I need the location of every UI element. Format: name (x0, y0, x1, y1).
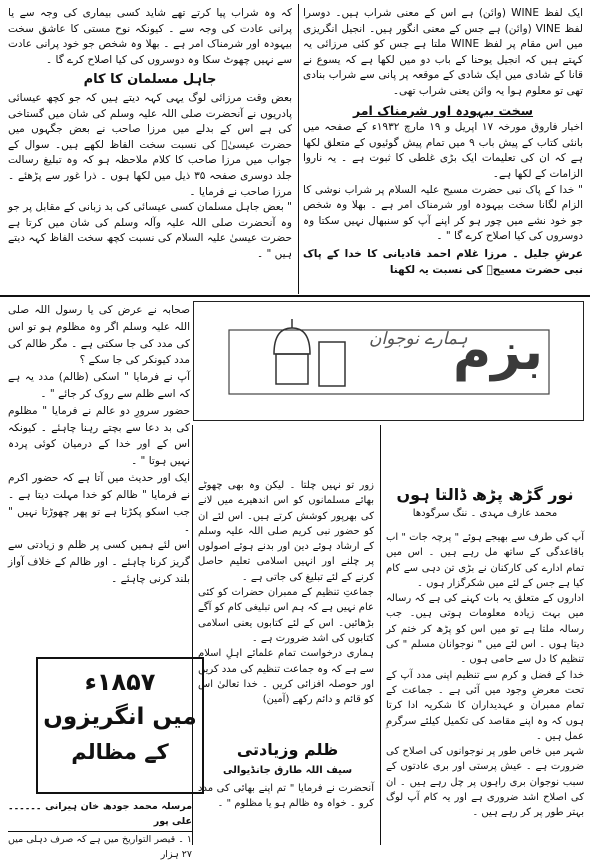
top-left-paragraph: " بعض جاہل مسلمان کسی عیسائی کی بد زبانی کے مقابل پر جو وہ آنحضرت صلی اللہ علیہ وآلہ وسلم کی شان میں کرتا ہے حضرت عیسیٰ علیہ السلام کی نسبت کچھ سخت الفاظ کہہ دیتے ہیں " ۔ (8, 201, 292, 260)
article1-body (386, 530, 584, 845)
top-left-paragraph: کہ وہ شراب پیا کرتے تھے شاید کسی بیماری کی وجہ سے یا پرانی عادت کی وجہ سے ۔ کیونکہ نوح مستی کا عاشق سخت بیہودہ اور شرمناک امر ہے ۔ بھلا وہ شخص جو خود پرانی عادت سے نہیں چھوٹ سکا وہ دوسروں کی کیا اصلاح کرے گا ۔ (8, 7, 292, 66)
title-line-2: کے مظالم (71, 740, 169, 764)
logo-box (193, 301, 584, 421)
top-column-divider (298, 4, 299, 294)
article1-paragraph: شہر میں خاص طور پر نوجوانوں کی اصلاح کی ضرورت ہے ۔ عیش پرستی اور بری عادتوں کے سبب نوجوان بری راہوں پر چل رہے ہیں ۔ ان کی اصلاح اشد ضروری ہے اور یہ کام آپ لوگ بہتر طور پر کر رہے ہیں ۔ (386, 746, 584, 819)
top-right-subhead: سخت بیہودہ اور شرمناک امر (352, 102, 534, 118)
mid-left-paragraph: اس لئے ہمیں کسی پر ظلم و زیادتی سے گریز کرنا چاہئے ۔ اور ظالم کے خلاف آواز بلند کرنی چاہئے ۔ (8, 539, 190, 585)
top-left-paragraph: بعض وقت مرزائی لوگ یہی کہہ دیتے ہیں کہ جو کچھ عیسائی پادریوں نے آنحضرت صلی اللہ علیہ وسلم کی شان میں گستاخی کی ہے اس کے بدلے میں مرزا صاحب نے بعض جگہوں میں حضرت عیسیٰؑ کی نسبت سخت الفاظ لکھے ہیں۔ سوال کے جواب میں مرزا صاحب کا کلام ملاحظہ ہو کہ وہ تبلیغ رسالت جلد دوسری صفحہ ۳۵ ذیل میں لکھا ہوں ۔ ذرا غور سے پڑھئے ۔ مرزا صاحب نے فرمایا ۔ (8, 91, 292, 198)
article1-paragraph: آپ کی طرف سے بھیجے ہوئے " پرچہ جات " اب باقاعدگی کے ساتھ مل رہے ہیں ۔ اس میں تمام ادارے کی کارکنان نے بڑی تن دہی سے کام کیا ہے جس کے لئے میں شکرگزار ہوں ۔ (386, 532, 584, 589)
logo-text-big: بزم (453, 322, 543, 382)
mid-left-column (8, 302, 190, 642)
right-column-divider (380, 425, 381, 845)
top-right-column (303, 6, 583, 292)
article1-paragraph: خدا کے فضل و کرم سے تنظیم اپنی مدد آپ کے تحت معرضِ وجود میں آئی ہے ۔ جماعت کے تمام ممبران و عہدیداران کا شکریہ ادا کرتا ہوں کہ وہ اپنے مقاصد کی تکمیل کیلئے سرگرمِ عمل ہیں ۔ (386, 669, 584, 742)
top-right-paragraph: اخبار فاروق مورخہ ۱۷ اپریل و ۱۹ مارچ ۱۹۳۲ء کے صفحہ میں بانئی کتاب کے پیش باب ۹ میں تمام پیش گوئیوں کے متعلق لکھا ہے کہ ان کی تعلیمات ایک بڑی غلطی کا ثبوت ہے ۔ یہ ناروا الزامات کے لکھا ہے۔ (303, 121, 583, 180)
mid-left-paragraph: ایک اور حدیث میں آتا ہے کہ حضور اکرم نے فرمایا " ظالم کو خدا مہلت دیتا ہے ۔ جب اسکو پکڑتا ہے تو پھر چھوڑتا نہیں " ۔ (8, 471, 190, 535)
mid-left-paragraph: صحابہ نے عرض کی یا رسول اللہ صلی اللہ علیہ وسلم اگر وہ مظلوم ہو تو اس کی مدد کی جا سکتی ہے ۔ مگر ظالم کی مدد کیونکر کی جا سکے ؟ (8, 304, 190, 367)
mid-left-paragraph: آپ نے فرمایا " اسکی (ظالم) مدد یہ ہے کہ اسے ظلم سے روک کر جائے " ۔ (8, 371, 190, 400)
center-paragraph: جماعتِ تنظیم کے ممبران حضرات کو کئی عام نہیں ہے کہ ہم اس تبلیغی کام کو آگے بڑھائیں۔ اس کے لئے کتابوں یعنی اسلامی کتابوں کی اشد ضرورت ہے ۔ (198, 587, 374, 644)
top-right-paragraph: ایک لفظ WINE (وائن) ہے اس کے معنی شراب ہیں۔ دوسرا لفظ VINE (وائن) ہے جس کے معنی انگور ہیں۔ انجیل انگریزی میں اس مقام پر لفظ WINE ملتا ہے جس کو کئی مرزائی یہ کہتے ہیں کہ انجیل یوحنا کے باب دو میں لکھا ہے کہ یسوع نے قانا کے شادی میں ایک شادی کے موقعہ پر پانی سے شراب بنادی تھی تو معلوم ہوا یہ وائن یعنی شراب تھی۔ (303, 7, 584, 97)
center-column (198, 478, 374, 730)
article2-body (198, 781, 374, 845)
top-right-paragraph: " خدا کے پاک نبی حضرت مسیح علیہ السلام پر شراب نوشی کا الزام لگانا سخت بیہودہ اور شرمناک امر ہے ۔ بھلا وہ شخص جو خود نشے میں چور ہو کر اپنے آپ کو سنبھال نہیں سکتا وہ دوسروں کی کیا اصلاح کرے گا " ۔ (303, 183, 583, 243)
mid-left-paragraph: حضور سرورِ دو عالم نے فرمایا " مظلوم کی بد دعا سے بچتے رہنا چاہئے ۔ کیونکہ اس کے اور خدا کے درمیان کوئی پردہ نہیں ہوتا " ۔ (8, 404, 190, 468)
article2-paragraph: آنحضرت نے فرمایا " تم اپنے بھائی کی مدد کرو ۔ خواہ وہ ظالم ہو یا مظلوم " ۔ (198, 783, 374, 810)
top-left-column (8, 6, 292, 292)
article1-title: نور گڑھ پڑھ ڈالتا ہوں (396, 485, 574, 504)
center-paragraph: زور تو نہیں چلتا ۔ لیکن وہ بھی چھوٹے بھائے مسلمانوں کو اس اندھیرے میں لانے کی بھرپور کوشش کرتے ہیں۔ اس لئے ان کو حضور نبی کریم صلی اللہ علیہ وسلم کے ارشاد ہوئے دین اور بدنے ہوئے اصولوں پر چلنے اور انہیں اسلامی تعلیم حاصل کرنے کے لئے تبلیغ کی جاتی ہے ۔ (198, 480, 374, 583)
title-year: ۱۸۵۷ء (84, 668, 156, 696)
byline: مرسلہ محمد جودھ خان ہیرانی ۔۔۔۔۔۔ علی پور (8, 799, 192, 832)
footer-first-line: ۱ ۔ قیصر التواریخ میں ہے کہ صرف دہلی میں ۲۷ ہزار (8, 834, 192, 860)
section-divider (0, 295, 590, 297)
logo-text-overlay: ہمارے نوجوان (369, 329, 468, 349)
old-footer (8, 799, 192, 860)
title-line-1: میں انگریزوں (43, 704, 197, 730)
article1-paragraph: اداروں کے متعلق یہ بات کہنے کی ہے کہ رسالہ میں بہت زیادہ معلومات ہوتی ہیں۔ جب رسالہ ملتا ہے تو میں اس کو پڑھ کر ختم کر دیتا ہوں ۔ اس لئے میں " نوجوانان مسلم " کی تنظیم کا دل سے حامی ہوں ۔ (386, 593, 584, 666)
top-right-signature: عرشِ جلیل ۔ مرزا غلام احمد قادیانی کا خدا کے پاک نبی حضرت مسیحؑ کی نسبت یہ لکھنا (303, 247, 583, 276)
center-paragraph: ہماری درخواست تمام علمائے اہلِ اسلام سے ہے کہ وہ جماعت تنظیم کی مدد کریں اور حوصلہ افزائی کریں ۔ خدا تعالیٰ اس کو قائم و دائم رکھے (آمین) (198, 648, 374, 706)
article1-author: محمد عارف مہدی ۔ ننگ سرگودھا (412, 508, 558, 519)
top-left-subhead: جاہل مسلمان کا کام (83, 72, 217, 88)
article2-title: ظلم وزیادتی (236, 740, 339, 759)
massacre-1857-title-box (36, 657, 204, 794)
article2-author: سیف اللہ طارق جانڈیوالی (222, 765, 353, 776)
